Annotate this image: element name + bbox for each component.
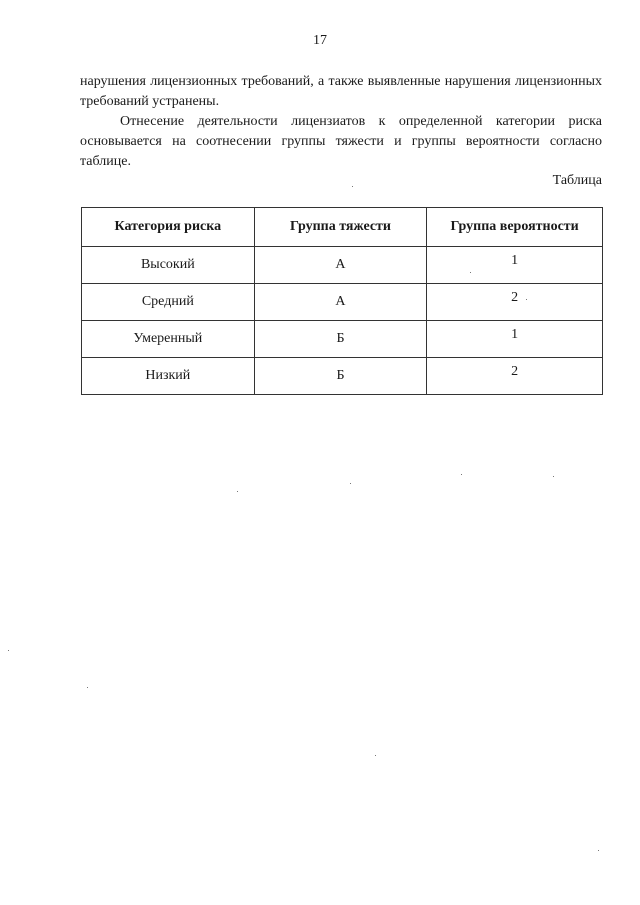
- cell-risk-category: Низкий: [82, 358, 255, 395]
- cell-severity-group: Б: [254, 321, 427, 358]
- table-row: [82, 358, 603, 395]
- scan-speck: [461, 474, 462, 475]
- cell-risk-category: Высокий: [82, 247, 255, 284]
- cell-severity-group: А: [254, 284, 427, 321]
- cell-probability-group: 2: [427, 358, 603, 395]
- header-probability-group: Группа вероятности: [427, 208, 603, 247]
- cell-risk-category: Средний: [82, 284, 255, 321]
- cell-risk-category: Умеренный: [82, 321, 255, 358]
- table-row: [82, 247, 603, 284]
- paragraph-risk-assignment: Отнесение деятельности лицензиатов к определенной категории риска основывается на соотнесении группы тяжести и группы вероятности согласно таблице.: [80, 114, 602, 169]
- cell-probability-group: 2: [427, 284, 603, 321]
- scan-speck: [237, 491, 238, 492]
- table-header-row: [82, 208, 603, 247]
- scan-speck: [598, 850, 599, 851]
- scan-speck: [470, 272, 471, 273]
- header-severity-group: Группа тяжести: [254, 208, 427, 247]
- scan-speck: [526, 299, 527, 300]
- cell-probability-group: 1: [427, 321, 603, 358]
- table-caption: Таблица: [552, 173, 602, 188]
- page-number: 17: [313, 33, 327, 48]
- header-risk-category: Категория риска: [82, 208, 255, 247]
- table-row: [82, 321, 603, 358]
- scan-speck: [87, 687, 88, 688]
- scan-speck: [8, 650, 9, 651]
- paragraph-continuation: нарушения лицензионных требований, а также выявленные нарушения лицензионных требований устранены.: [80, 74, 602, 109]
- scan-speck: [350, 483, 351, 484]
- scan-speck: [352, 186, 353, 187]
- scan-speck: [553, 476, 554, 477]
- table-row: [82, 284, 603, 321]
- cell-severity-group: А: [254, 247, 427, 284]
- risk-category-table: [81, 207, 603, 395]
- cell-severity-group: Б: [254, 358, 427, 395]
- scan-speck: [375, 755, 376, 756]
- cell-probability-group: 1: [427, 247, 603, 284]
